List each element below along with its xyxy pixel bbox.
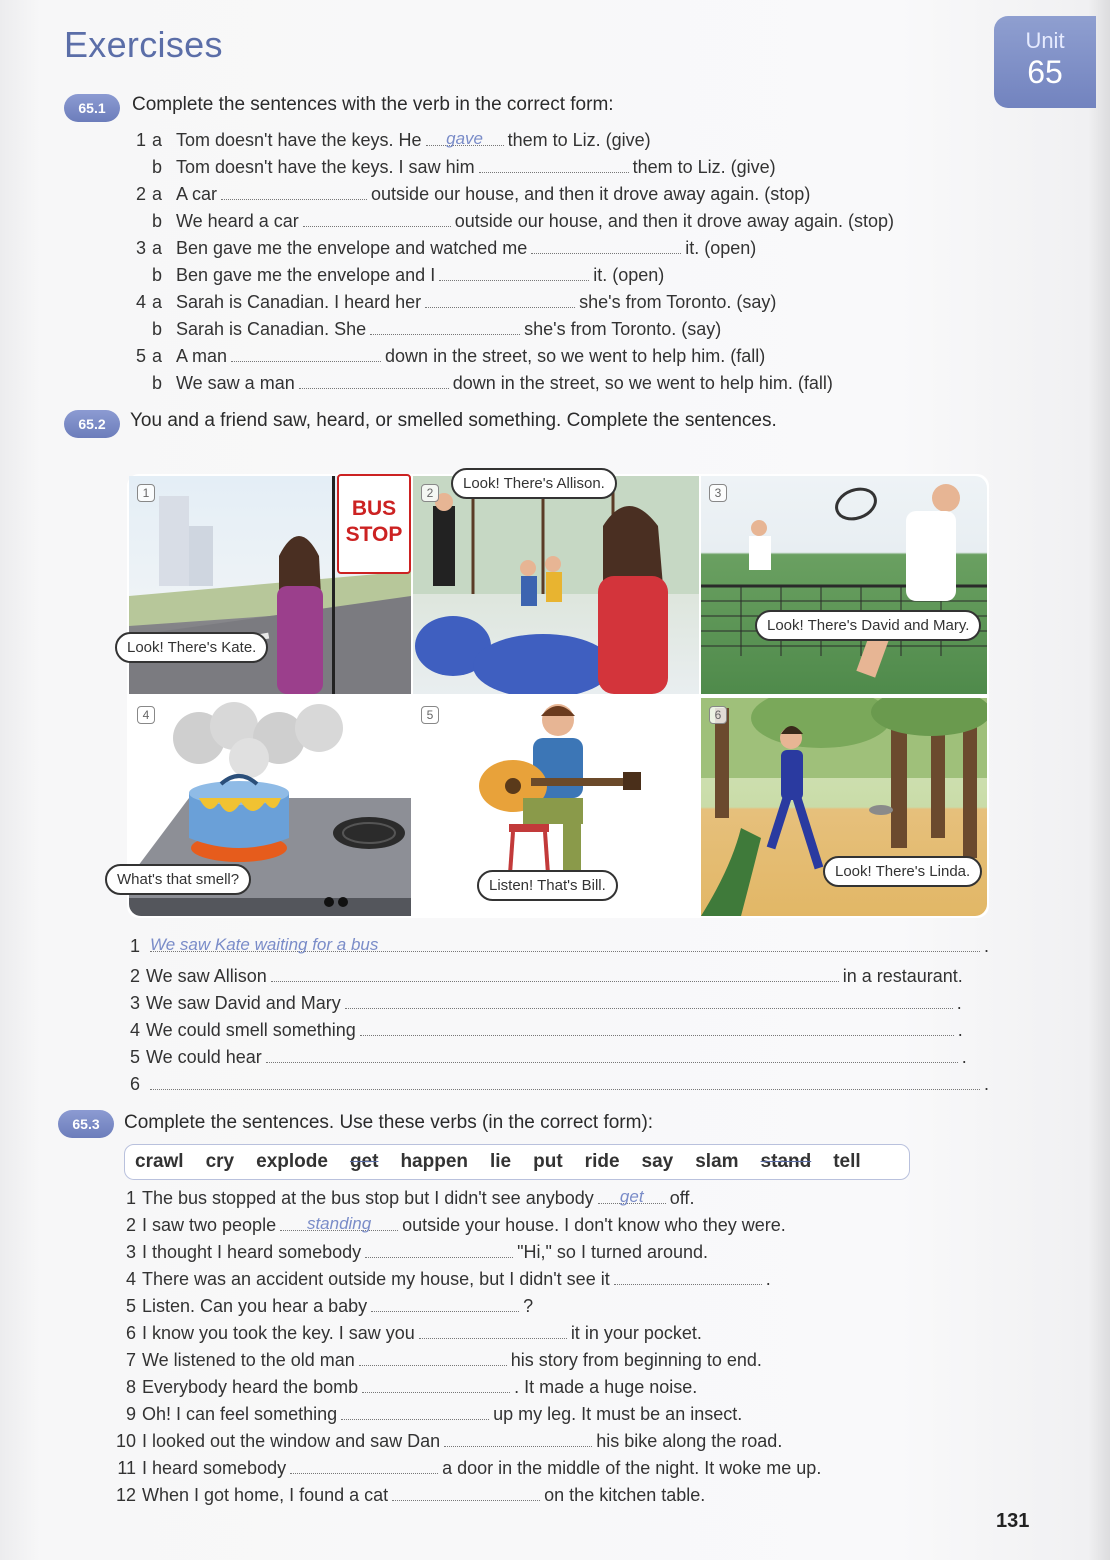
answer-blank[interactable]: [614, 1269, 762, 1285]
sentence-end: she's from Toronto. (say): [524, 319, 722, 339]
item-letter: a: [152, 292, 163, 312]
sentence-start: We could hear: [146, 1047, 262, 1067]
picture-grid: [117, 474, 989, 918]
answer-blank[interactable]: [221, 184, 367, 200]
verb-get-crossed-out: get: [349, 1151, 379, 1172]
bus-stop-sign: BUS STOP: [337, 474, 411, 574]
item-number: 2: [129, 966, 140, 986]
sentence-end: it. (open): [593, 265, 665, 285]
answer-blank[interactable]: [598, 1188, 666, 1204]
sentence-end: .: [956, 993, 962, 1013]
exercise-line: [120, 1020, 963, 1041]
unit-tab: [994, 16, 1096, 108]
sentence-end: a door in the middle of the night. It woke me up.: [442, 1458, 822, 1478]
sentence-start: Everybody heard the bomb: [142, 1377, 359, 1397]
answer-blank[interactable]: [425, 292, 575, 308]
exercise-line: [120, 936, 989, 957]
item-letter: b: [152, 157, 163, 177]
answer-blank[interactable]: [271, 966, 839, 982]
sentence-start: I looked out the window and saw Dan: [142, 1431, 441, 1451]
exercise-line: [116, 1269, 771, 1290]
scene-restaurant: [413, 476, 699, 694]
sentence-start: Sarah is Canadian. She: [176, 319, 367, 339]
sentence-end: off.: [669, 1188, 695, 1208]
exercise-line: [126, 130, 651, 151]
answer-blank[interactable]: [266, 1047, 958, 1063]
item-number: 7: [125, 1350, 136, 1370]
sentence-end: outside your house. I don't know who they were.: [402, 1215, 786, 1235]
item-number: 6: [129, 1074, 140, 1094]
sentence-start: Listen. Can you hear a baby: [142, 1296, 368, 1316]
sentence-end: it in your pocket.: [570, 1323, 702, 1343]
exercise-badge-65-3: 65.3: [58, 1110, 114, 1138]
handwritten-answer: get: [619, 1187, 644, 1206]
exercise-line: [116, 1431, 782, 1452]
sentence-start: A car: [176, 184, 218, 204]
exercise-line: [116, 1350, 762, 1371]
item-letter: a: [152, 346, 163, 366]
verb-box: [124, 1144, 910, 1180]
answer-blank[interactable]: [370, 319, 520, 335]
panel-number: 1: [137, 484, 155, 502]
sentence-end: his bike along the road.: [596, 1431, 783, 1451]
sentence-end: outside our house, and then it drove away again. (stop): [454, 211, 895, 231]
answer-blank[interactable]: [439, 265, 589, 281]
item-number: 4: [135, 292, 146, 312]
verb-cry: cry: [205, 1151, 235, 1172]
panel-3: [701, 476, 987, 694]
exercise-line: [116, 1485, 705, 1506]
exercise-line: [126, 292, 776, 313]
sentence-start: We could smell something: [146, 1020, 356, 1040]
exercise-line: [126, 346, 765, 367]
sentence-start: Tom doesn't have the keys. I saw him: [176, 157, 475, 177]
exercise-badge-65-2: 65.2: [64, 410, 120, 438]
answer-blank[interactable]: [345, 993, 953, 1009]
sentence-end: them to Liz. (give): [507, 130, 651, 150]
sentence-start: The bus stopped at the bus stop but I didn't see anybody: [142, 1188, 594, 1208]
answer-blank[interactable]: [150, 936, 980, 952]
sentence-end: his story from beginning to end.: [510, 1350, 762, 1370]
item-number: 2: [125, 1215, 136, 1235]
item-letter: b: [152, 319, 163, 339]
speech-bubble-1: Look! There's Kate.: [115, 632, 268, 663]
panel-number: 3: [709, 484, 727, 502]
answer-blank[interactable]: [362, 1377, 510, 1393]
sentence-end: .: [765, 1269, 771, 1289]
answer-blank[interactable]: [371, 1296, 519, 1312]
verb-slam: slam: [695, 1151, 739, 1172]
item-number: 5: [135, 346, 146, 366]
sentence-end: on the kitchen table.: [544, 1485, 706, 1505]
sentence-end: down in the street, so we went to help him. (fall): [385, 346, 766, 366]
item-number: 9: [125, 1404, 136, 1424]
sentence-start: Tom doesn't have the keys. He: [176, 130, 422, 150]
page-spine-shadow: [1088, 0, 1110, 1560]
page-title: Exercises: [64, 24, 223, 65]
sentence-start: There was an accident outside my house, but I didn't see it: [142, 1269, 610, 1289]
exercise-line: [126, 211, 894, 232]
exercise-line: [116, 1242, 708, 1263]
speech-bubble-6: Look! There's Linda.: [823, 856, 982, 887]
unit-label: Unit: [1025, 28, 1065, 53]
sentence-start: Sarah is Canadian. I heard her: [176, 292, 422, 312]
scene-tennis: [701, 476, 987, 694]
sentence-end: up my leg. It must be an insect.: [493, 1404, 743, 1424]
unit-number: 65: [1027, 54, 1063, 90]
exercise-line: [120, 966, 963, 987]
handwritten-answer: standing: [306, 1214, 372, 1233]
exercise-line: [116, 1296, 533, 1317]
panel-2: [413, 476, 699, 694]
sentence-end: .: [984, 936, 990, 956]
item-number: 3: [129, 993, 140, 1013]
answer-blank[interactable]: [341, 1404, 489, 1420]
handwritten-answer: We saw Kate waiting for a bus: [150, 935, 379, 954]
item-number: 3: [125, 1242, 136, 1262]
item-letter: b: [152, 211, 163, 231]
item-number: 6: [125, 1323, 136, 1343]
item-number: 5: [129, 1047, 140, 1067]
exercise-line: [126, 184, 810, 205]
sentence-end: it. (open): [685, 238, 757, 258]
answer-blank[interactable]: [290, 1458, 438, 1474]
answer-blank[interactable]: [150, 1074, 980, 1090]
verb-tell: tell: [833, 1151, 861, 1172]
answer-blank[interactable]: [359, 1350, 507, 1366]
exercise-line: [116, 1377, 697, 1398]
sentence-start: We saw David and Mary: [146, 993, 341, 1013]
exercise-line: [116, 1188, 694, 1209]
verb-put: put: [533, 1151, 563, 1172]
sentence-start: I saw two people: [142, 1215, 277, 1235]
verb-crawl: crawl: [135, 1151, 184, 1172]
speech-bubble-3: Look! There's David and Mary.: [755, 610, 981, 641]
item-letter: b: [152, 265, 163, 285]
handwritten-answer: gave: [446, 129, 484, 148]
exercise-instruction: Complete the sentences with the verb in the correct form:: [132, 94, 614, 115]
sentence-end: ?: [523, 1296, 534, 1316]
verb-explode: explode: [256, 1151, 328, 1172]
speech-bubble-4: What's that smell?: [105, 864, 251, 895]
sentence-end: .: [984, 1074, 990, 1094]
exercise-line: [126, 157, 776, 178]
verb-lie: lie: [490, 1151, 512, 1172]
panel-number: 5: [421, 706, 439, 724]
item-number: 5: [125, 1296, 136, 1316]
sentence-end: .: [957, 1020, 963, 1040]
sentence-start: A man: [176, 346, 228, 366]
sentence-end: "Hi," so I turned around.: [517, 1242, 709, 1262]
answer-blank[interactable]: [365, 1242, 513, 1258]
verb-stand-crossed-out: stand: [760, 1151, 812, 1172]
item-letter: a: [152, 130, 163, 150]
answer-blank[interactable]: [231, 346, 381, 362]
answer-blank[interactable]: [299, 373, 449, 389]
exercise-line: [116, 1404, 742, 1425]
sentence-start: I know you took the key. I saw you: [142, 1323, 415, 1343]
verb-say: say: [641, 1151, 674, 1172]
exercise-instruction: You and a friend saw, heard, or smelled something. Complete the sentences.: [130, 410, 777, 431]
exercise-line: [126, 319, 721, 340]
page-number: 131: [996, 1510, 1030, 1532]
exercise-line: [126, 238, 756, 259]
answer-blank[interactable]: [303, 211, 451, 227]
item-number: 1: [125, 1188, 136, 1208]
sentence-end: in a restaurant.: [842, 966, 963, 986]
sentence-end: down in the street, so we went to help him. (fall): [452, 373, 833, 393]
item-number: 11: [117, 1458, 136, 1478]
verb-ride: ride: [584, 1151, 620, 1172]
verb-happen: happen: [400, 1151, 468, 1172]
exercise-line: [120, 1074, 989, 1095]
sentence-start: We listened to the old man: [142, 1350, 355, 1370]
sentence-start: We saw a man: [176, 373, 295, 393]
answer-blank[interactable]: [531, 238, 681, 254]
item-number: 4: [125, 1269, 136, 1289]
speech-bubble-2: Look! There's Allison.: [451, 468, 617, 499]
sentence-start: I heard somebody: [142, 1458, 287, 1478]
answer-blank[interactable]: [419, 1323, 567, 1339]
item-number: 4: [129, 1020, 140, 1040]
speech-bubble-5: Listen! That's Bill.: [477, 870, 618, 901]
sentence-end: . It made a huge noise.: [514, 1377, 698, 1397]
exercise-instruction: Complete the sentences. Use these verbs (in the correct form):: [124, 1112, 654, 1133]
exercise-line: [116, 1323, 702, 1344]
sentence-start: Oh! I can feel something: [142, 1404, 338, 1424]
item-number: 1: [135, 130, 146, 150]
panel-number: 2: [421, 484, 439, 502]
sentence-end: them to Liz. (give): [632, 157, 776, 177]
item-number: 1: [129, 936, 140, 956]
item-letter: a: [152, 184, 163, 204]
answer-blank[interactable]: [280, 1215, 398, 1231]
answer-blank[interactable]: [360, 1020, 954, 1036]
panel-number: 4: [137, 706, 155, 724]
exercise-line: [126, 265, 664, 286]
exercise-line: [116, 1458, 821, 1479]
answer-blank[interactable]: [392, 1485, 540, 1501]
item-letter: b: [152, 373, 163, 393]
answer-blank[interactable]: [444, 1431, 592, 1447]
item-number: 10: [116, 1431, 137, 1451]
item-letter: a: [152, 238, 163, 258]
sentence-start: Ben gave me the envelope and I: [176, 265, 436, 285]
item-number: 3: [135, 238, 146, 258]
item-number: 2: [135, 184, 146, 204]
panel-number: 6: [709, 706, 727, 724]
sentence-start: I thought I heard somebody: [142, 1242, 362, 1262]
item-number: 12: [116, 1485, 137, 1505]
sentence-end: she's from Toronto. (say): [579, 292, 777, 312]
item-number: 8: [125, 1377, 136, 1397]
sentence-start: We saw Allison: [146, 966, 267, 986]
answer-blank[interactable]: [479, 157, 629, 173]
exercise-line: [120, 1047, 967, 1068]
exercise-line: [116, 1215, 786, 1236]
exercise-line: [120, 993, 962, 1014]
sentence-end: outside our house, and then it drove away again. (stop): [371, 184, 811, 204]
sentence-start: We heard a car: [176, 211, 299, 231]
exercise-line: [126, 373, 833, 394]
answer-blank[interactable]: [426, 130, 504, 146]
exercise-badge-65-1: 65.1: [64, 94, 120, 122]
sentence-start: When I got home, I found a cat: [142, 1485, 389, 1505]
sentence-start: Ben gave me the envelope and watched me: [176, 238, 528, 258]
sentence-end: .: [961, 1047, 967, 1067]
